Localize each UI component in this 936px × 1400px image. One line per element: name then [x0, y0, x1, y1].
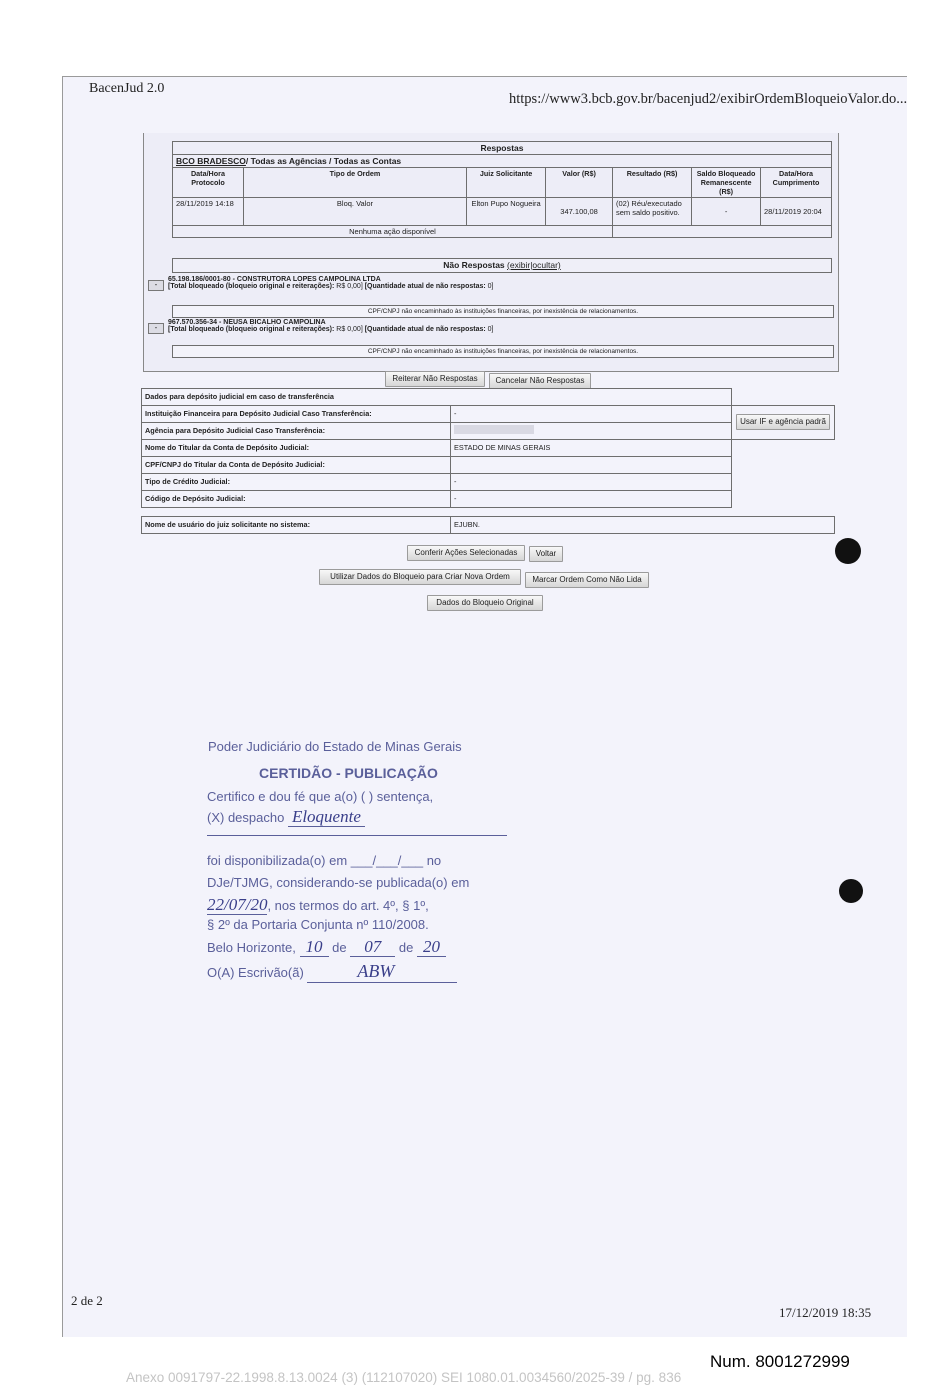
stamp-line-4: (X) despacho — [207, 810, 285, 825]
value-usuario: EJUBN. — [451, 516, 835, 533]
cell-saldo: - — [692, 198, 761, 226]
reiterar-button[interactable]: Reiterar Não Respostas — [385, 371, 485, 387]
stamp-line-7: , nos termos do art. 4º, § 1º, — [267, 898, 429, 913]
print-datetime: 17/12/2019 18:35 — [779, 1305, 872, 1320]
entry-name-1: 65.198.186/0001-80 - CONSTRUTORA LOPES CAMPOLINA LTDA — [168, 276, 381, 283]
handwritten-day: 10 — [300, 937, 329, 957]
cell-cumprimento: 28/11/2019 20:04 — [761, 198, 832, 226]
respostas-panel — [143, 133, 839, 372]
collapse-button-1[interactable]: - — [148, 280, 164, 291]
col-juiz: Juiz Solicitante — [467, 168, 546, 198]
value-instituicao: - — [451, 405, 732, 422]
respostas-title: Respostas — [173, 142, 832, 155]
stamp-line-5: foi disponibilizada(o) em ___/___/___ no — [207, 853, 442, 868]
col-data-hora: Data/Hora Protocolo — [173, 168, 244, 198]
bank-row — [173, 155, 832, 168]
entry-note-1: CPF/CNPJ não encaminhado às instituições financeiras, por inexistência de relacionamentos. — [172, 305, 834, 318]
stamp-line-8: § 2º da Portaria Conjunta nº 110/2008. — [207, 917, 429, 932]
stamp-line-6: DJe/TJMG, considerando-se publicada(o) em — [207, 875, 470, 890]
cell-juiz: Elton Pupo Nogueira — [467, 198, 546, 226]
cell-resultado: (02) Réu/executado sem saldo positivo. — [612, 198, 691, 226]
stamp-line-1: Poder Judiciário do Estado de Minas Gerais — [208, 739, 462, 754]
entry-note-2: CPF/CNPJ não encaminhado às instituições financeiras, por inexistência de relacionamentos. — [172, 345, 834, 358]
bank-suffix: / Todas as Agências / Todas as Contas — [245, 156, 402, 166]
label-instituicao: Instituição Financeira para Depósito Judicial Caso Transferência: — [142, 405, 451, 422]
label-titular: Nome do Titular da Conta de Depósito Judicial: — [142, 439, 451, 456]
exibir-ocultar-link[interactable]: (exibir|ocultar) — [507, 260, 561, 270]
value-codigo-deposito: - — [451, 490, 732, 507]
page-count: 2 de 2 — [71, 1293, 103, 1308]
respostas-table — [172, 141, 832, 238]
col-resultado: Resultado (R$) — [612, 168, 691, 198]
conferir-button[interactable]: Conferir Ações Selecionadas — [407, 545, 525, 561]
label-codigo-deposito: Código de Depósito Judicial: — [142, 490, 451, 507]
value-cpf-titular — [451, 456, 732, 473]
scanned-page — [62, 76, 907, 1337]
voltar-button[interactable]: Voltar — [529, 546, 563, 562]
watermark-text: Anexo 0091797-22.1998.8.13.0024 (3) (112107020) SEI 1080.01.0034560/2025-39 / pg. 836 — [126, 1370, 682, 1385]
nao-respostas-title: Não Respostas (exibir|ocultar) — [172, 258, 832, 273]
value-tipo-credito: - — [451, 473, 732, 490]
stamp-line-10: O(A) Escrivão(ã) — [207, 965, 304, 980]
deposito-title: Dados para depósito judicial em caso de transferência — [142, 389, 732, 406]
table-row — [173, 198, 832, 226]
cell-data-hora: 28/11/2019 14:18 — [173, 198, 244, 226]
no-action-text: Nenhuma ação disponível — [173, 226, 613, 238]
deposito-table — [141, 388, 835, 534]
ink-blot — [835, 538, 861, 564]
handwritten-despacho: Eloquente — [288, 807, 365, 827]
page-url: https://www3.bcb.gov.br/bacenjud2/exibirOrdemBloqueioValor.do... — [509, 91, 908, 107]
label-tipo-credito: Tipo de Crédito Judicial: — [142, 473, 451, 490]
entry-totals-2: [Total bloqueado (bloqueio original e reiterações): R$ 0,00] [Quantidade atual de não respostas: 0] — [168, 326, 494, 333]
collapse-button-2[interactable]: - — [148, 323, 164, 334]
label-cpf-titular: CPF/CNPJ do Titular da Conta de Depósito Judicial: — [142, 456, 451, 473]
label-agencia: Agência para Depósito Judicial Caso Transferência: — [142, 422, 451, 439]
handwritten-date: 22/07/20 — [207, 895, 268, 914]
value-agencia — [451, 422, 732, 439]
cell-valor: 347.100,08 — [546, 198, 613, 226]
entry-totals-1: [Total bloqueado (bloqueio original e reiterações): R$ 0,00] [Quantidade atual de não respostas: 0] — [168, 283, 494, 290]
label-usuario: Nome de usuário do juiz solicitante no sistema: — [142, 516, 451, 533]
col-tipo-ordem: Tipo de Ordem — [243, 168, 466, 198]
marcar-nao-lida-button[interactable]: Marcar Ordem Como Não Lida — [525, 572, 649, 588]
stamp-line-3: Certifico e dou fé que a(o) ( ) sentença, — [207, 789, 434, 804]
col-saldo: Saldo Bloqueado Remanescente (R$) — [692, 168, 761, 198]
stamp-line-2: CERTIDÃO - PUBLICAÇÃO — [259, 765, 438, 781]
entry-name-2: 967.570.356-34 - NEUSA BICALHO CAMPOLINA — [168, 319, 326, 326]
ink-blot — [839, 879, 863, 903]
col-cumprimento: Data/Hora Cumprimento — [761, 168, 832, 198]
document-number: Num. 8001272999 — [710, 1352, 850, 1371]
utilizar-dados-button[interactable]: Utilizar Dados do Bloqueio para Criar Nova Ordem — [319, 569, 521, 585]
certidao-stamp: Poder Judiciário do Estado de Minas Gerais CERTIDÃO - PUBLICAÇÃO Certifico e dou fé que a(o) ( ) sentença, (X) despacho Eloquente foi disponibilizada(o) em ___/___/___ no DJe/TJMG, considerando-se publicada(o) em 22/07/20, nos termos do art. 4º, § 1º, § 2º da Portaria Conjunta nº 110/2008. Belo Horizonte, 10 de 07 de 20 O(A) Escrivão(ã) ABW — [203, 735, 513, 995]
cancelar-button[interactable]: Cancelar Não Respostas — [489, 373, 591, 389]
handwritten-year: 20 — [417, 937, 446, 957]
col-valor: Valor (R$) — [546, 168, 613, 198]
usar-if-button[interactable]: Usar IF e agência padrã — [736, 414, 830, 430]
handwritten-month: 07 — [350, 937, 395, 957]
handwritten-signature: ABW — [307, 961, 457, 983]
agencia-redacted — [454, 425, 534, 434]
bank-name-link[interactable]: BCO BRADESCO — [176, 156, 246, 166]
dados-original-button[interactable]: Dados do Bloqueio Original — [427, 595, 543, 611]
app-title: BacenJud 2.0 — [89, 81, 165, 96]
cell-tipo: Bloq. Valor — [243, 198, 466, 226]
value-titular: ESTADO DE MINAS GERAIS — [451, 439, 732, 456]
